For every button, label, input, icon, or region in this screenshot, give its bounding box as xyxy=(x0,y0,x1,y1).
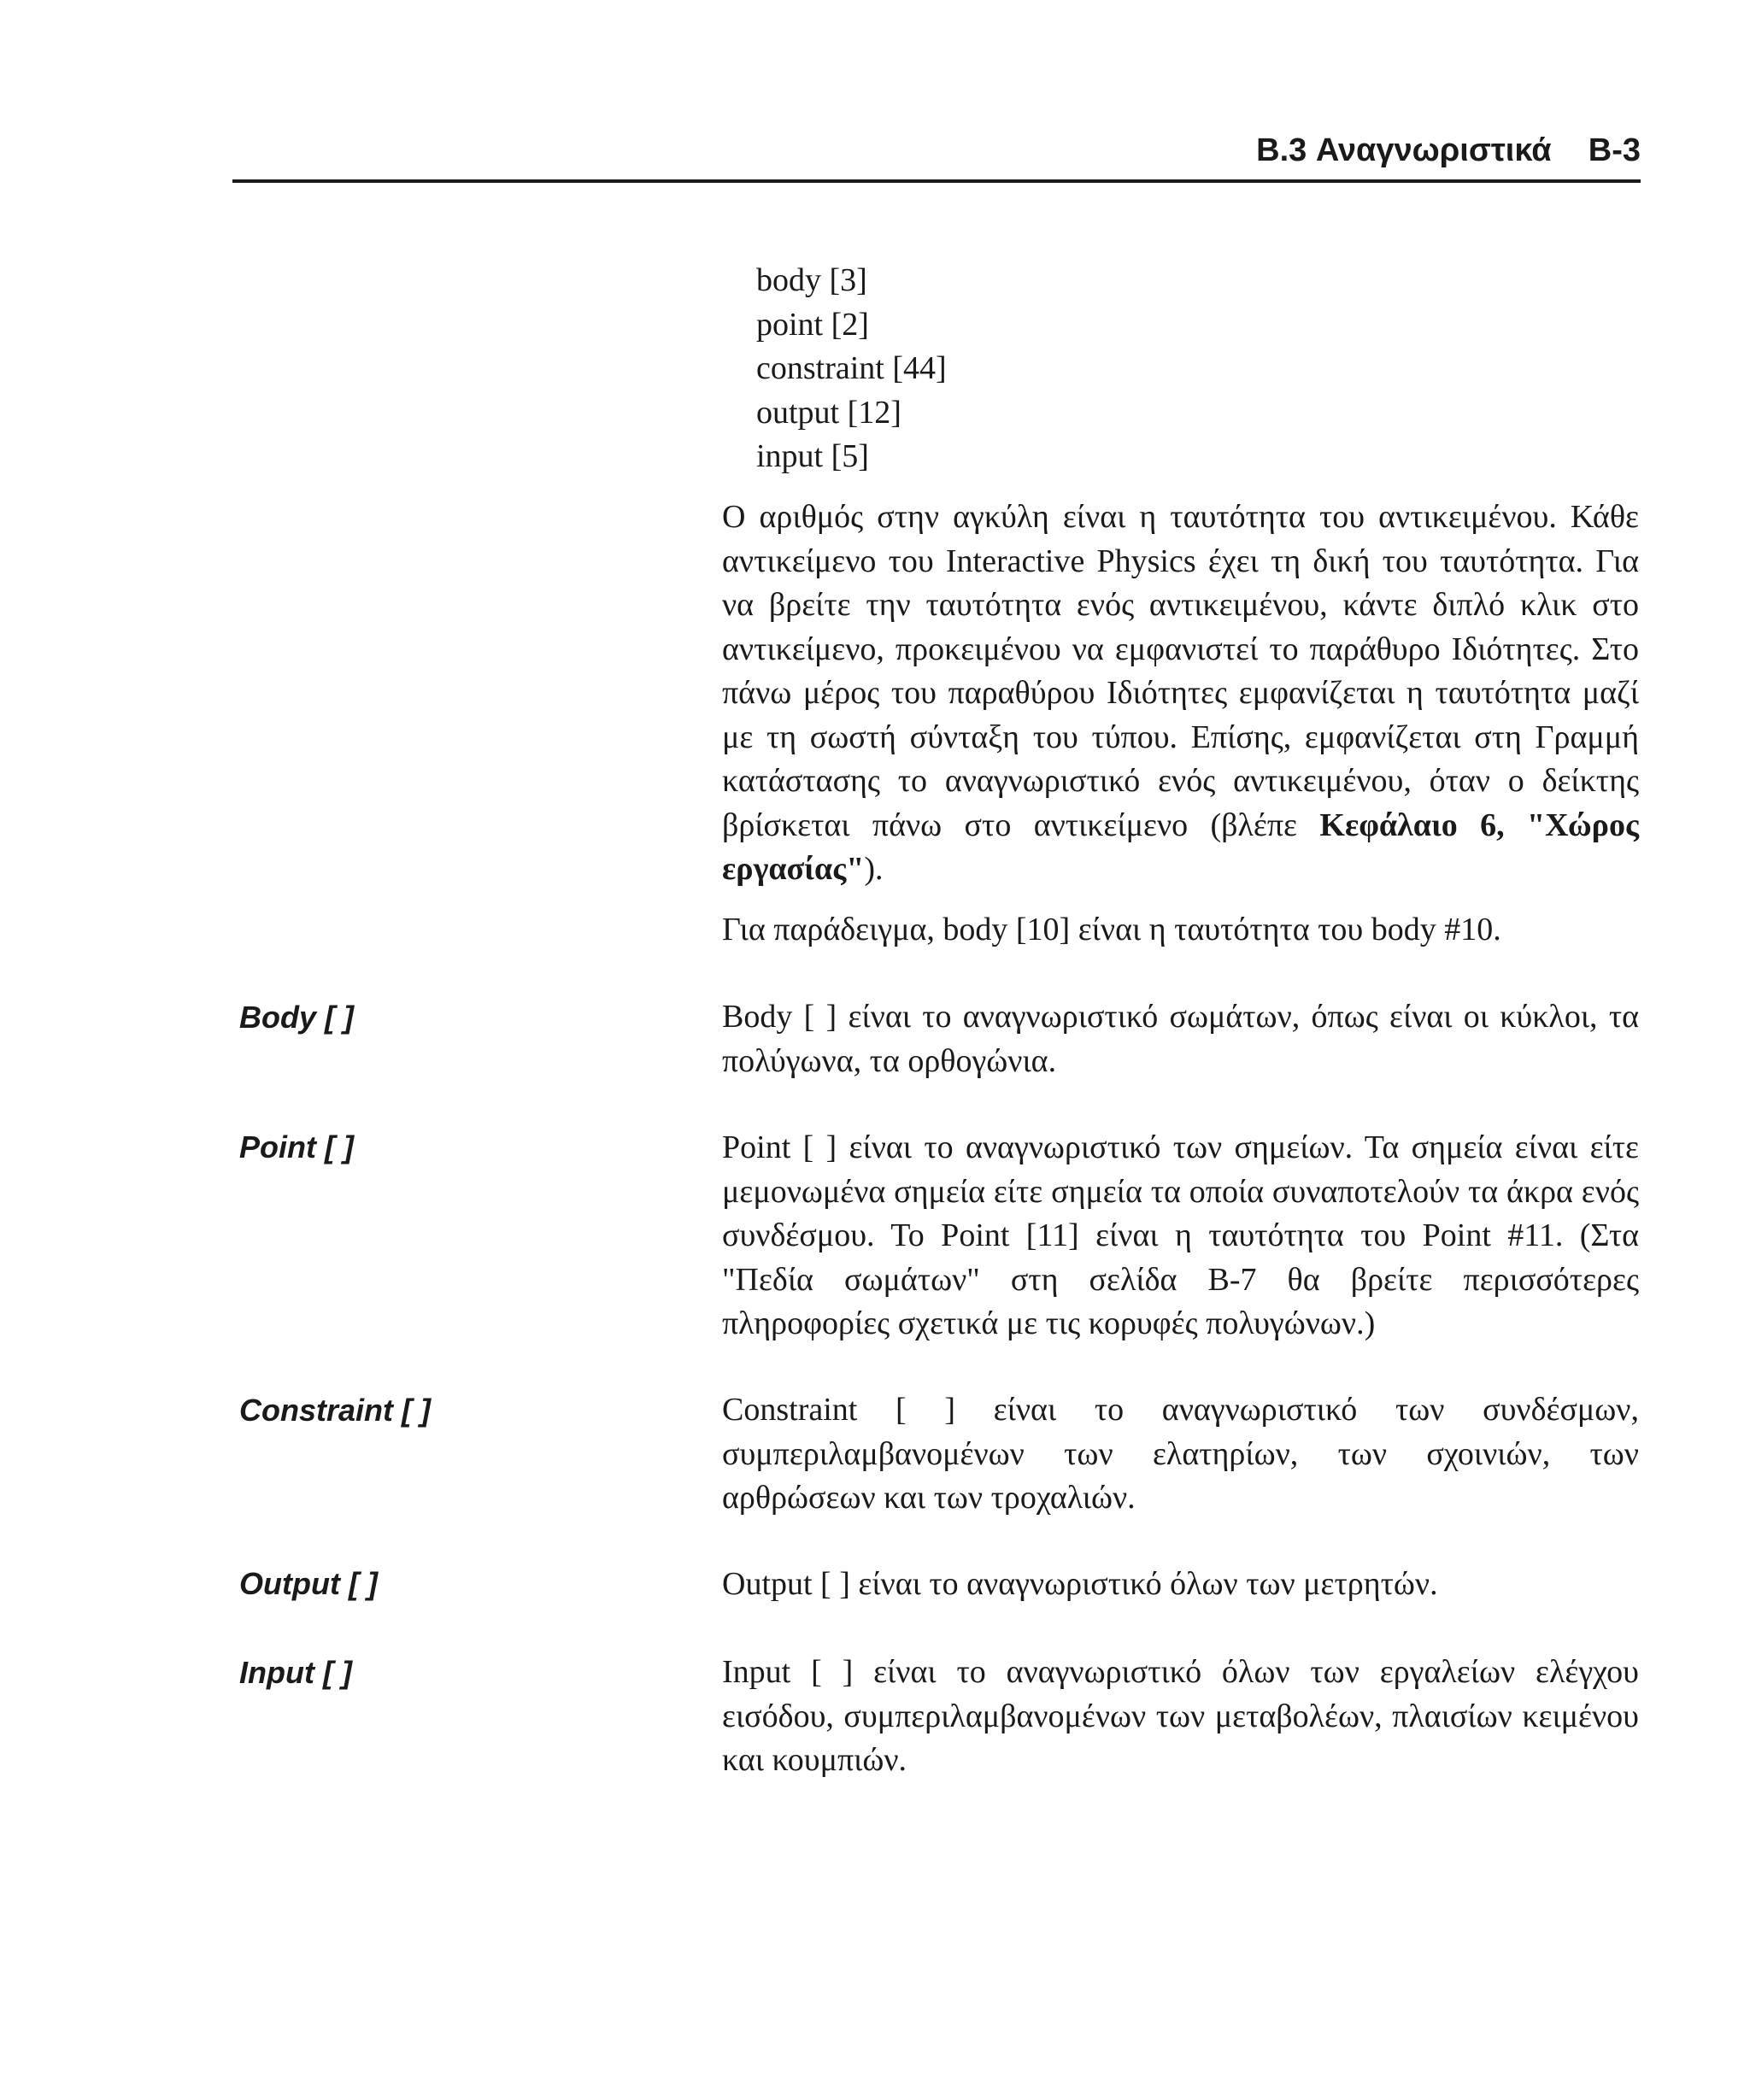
id-example: input [5] xyxy=(756,438,869,474)
definition-input: Input [ ] είναι το αναγνωριστικό όλων των εργαλείων ελέγχου εισόδου, συμπεριλαμβανομένων των μεταβολέων, πλαισίων κειμένου και κουμπιών. xyxy=(722,1654,1639,1778)
example-paragraph: Για παράδειγμα, body [10] είναι η ταυτότητα του body #10. xyxy=(722,912,1501,947)
term-point: Point [ ] xyxy=(239,1129,354,1164)
id-example: output [12] xyxy=(756,394,901,431)
term-constraint: Constraint [ ] xyxy=(239,1393,431,1428)
intro-text: Ο αριθμός στην αγκύλη είναι η ταυτότητα του αντικειμένου. Κάθε αντικείμενο του Interactive Physics έχει τη δική του ταυτότητα. Για να βρείτε την ταυτότητα ενός αντικειμένου, κάντε διπλό κλικ στο αντικείμενο, προκειμένου να εμφανιστεί το παράθυρο Ιδιότητες. Στο πάνω μέρος του παραθύρου Ιδιότητες εμφανίζεται η ταυτότητα μαζί με τη σωστή σύνταξη του τύπου. Επίσης, εμφανίζεται στη Γραμμή κατάστασης το αναγνωριστικό ενός αντικειμένου, όταν ο δείκτης βρίσκεται πάνω στο αντικείμενο (βλέπε xyxy=(722,499,1639,843)
intro-paragraph xyxy=(722,496,1639,892)
term-input: Input [ ] xyxy=(239,1655,352,1690)
definition-point: Point [ ] είναι το αναγνωριστικό των σημείων. Τα σημεία είναι είτε μεμονωμένα σημεία είτε σημεία τα οποία συναποτελούν τα άκρα ενός συνδέσμου. Το Point [11] είναι η ταυτότητα του Point #11. (Στα "Πεδία σωμάτων" στη σελίδα B-7 θα βρείτε περισσότερες πληροφορίες σχετικά με τις κορυφές πολυγώνων.) xyxy=(722,1129,1639,1341)
section-title: Αναγνωριστικά xyxy=(1315,132,1552,168)
running-header xyxy=(232,128,1641,173)
chapter-reference: Κεφάλαιο 6, "Χώρος εργασίας" xyxy=(722,807,1639,887)
id-example-list xyxy=(756,259,947,479)
id-example: body [3] xyxy=(756,262,867,298)
intro-text-end: ). xyxy=(864,851,884,887)
id-example: constraint [44] xyxy=(756,350,947,386)
id-example: point [2] xyxy=(756,306,869,343)
term-output: Output [ ] xyxy=(239,1566,378,1601)
definition-body: Body [ ] είναι το αναγνωριστικό σωμάτων, όπως είναι οι κύκλοι, τα πολύγωνα, τα ορθογώνια. xyxy=(722,999,1639,1079)
header-rule xyxy=(232,179,1641,183)
definition-constraint: Constraint [ ] είναι το αναγνωριστικό των συνδέσμων, συμπεριλαμβανομένων των ελατηρίων, των σχοινιών, των αρθρώσεων και των τροχαλιών. xyxy=(722,1392,1639,1516)
page-number: B-3 xyxy=(1588,132,1641,168)
definition-output: Output [ ] είναι το αναγνωριστικό όλων των μετρητών. xyxy=(722,1566,1438,1602)
section-number: B.3 xyxy=(1256,132,1307,168)
term-body: Body [ ] xyxy=(239,1000,354,1035)
